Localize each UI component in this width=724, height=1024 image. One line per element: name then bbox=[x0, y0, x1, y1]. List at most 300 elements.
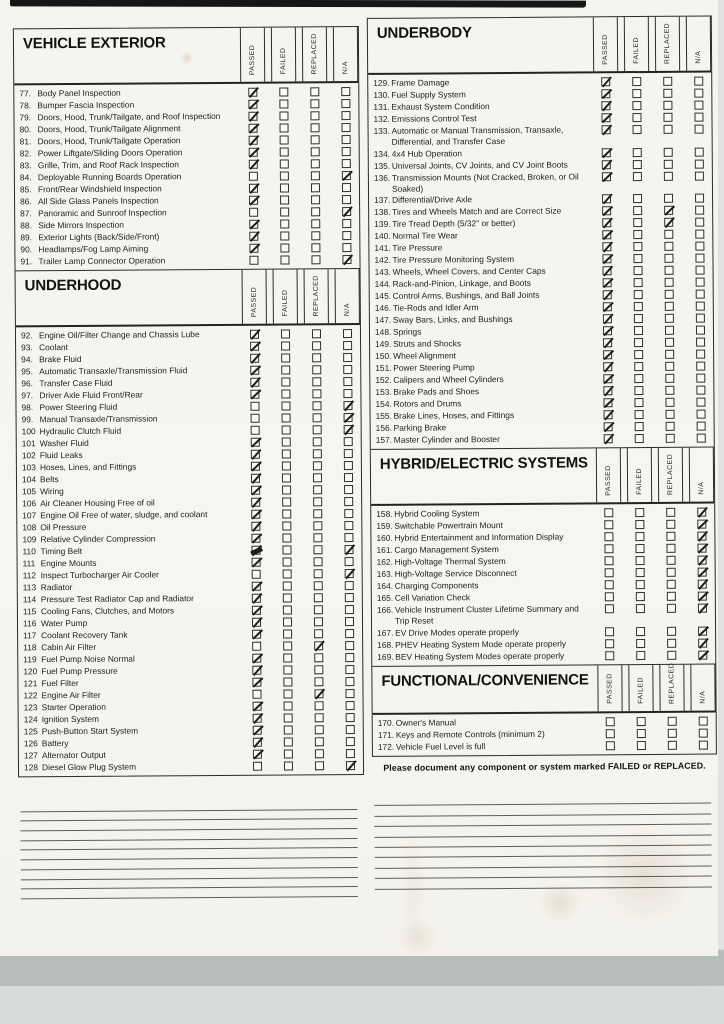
checkbox-replaced[interactable] bbox=[312, 365, 321, 374]
checkbox-failed[interactable] bbox=[281, 353, 290, 362]
checkbox-failed[interactable] bbox=[634, 374, 643, 383]
checkbox-na[interactable] bbox=[696, 398, 705, 407]
checkbox-passed[interactable] bbox=[253, 702, 262, 711]
checkbox-failed[interactable] bbox=[284, 737, 293, 746]
checkbox-failed[interactable] bbox=[634, 350, 643, 359]
checkbox-na[interactable] bbox=[696, 302, 705, 311]
checkbox-replaced[interactable] bbox=[668, 729, 677, 738]
checkbox-replaced[interactable] bbox=[668, 717, 677, 726]
checkbox-replaced[interactable] bbox=[668, 741, 677, 750]
checkbox-na[interactable] bbox=[343, 341, 352, 350]
checkbox-failed[interactable] bbox=[280, 219, 289, 228]
checkbox-passed[interactable] bbox=[606, 717, 615, 726]
checkbox-passed[interactable] bbox=[605, 627, 614, 636]
checkbox-replaced[interactable] bbox=[664, 147, 673, 156]
checkbox-na[interactable] bbox=[344, 473, 353, 482]
checkbox-passed[interactable] bbox=[251, 534, 260, 543]
checkbox-failed[interactable] bbox=[284, 713, 293, 722]
checkbox-passed[interactable] bbox=[601, 101, 610, 110]
checkbox-replaced[interactable] bbox=[313, 485, 322, 494]
checkbox-passed[interactable] bbox=[603, 362, 612, 371]
checkbox-na[interactable] bbox=[346, 725, 355, 734]
checkbox-failed[interactable] bbox=[283, 557, 292, 566]
checkbox-passed[interactable] bbox=[252, 558, 261, 567]
checkbox-passed[interactable] bbox=[248, 112, 257, 121]
checkbox-na[interactable] bbox=[344, 449, 353, 458]
checkbox-failed[interactable] bbox=[279, 111, 288, 120]
checkbox-failed[interactable] bbox=[282, 509, 291, 518]
checkbox-replaced[interactable] bbox=[664, 254, 673, 263]
checkbox-replaced[interactable] bbox=[311, 231, 320, 240]
checkbox-replaced[interactable] bbox=[663, 77, 672, 86]
checkbox-failed[interactable] bbox=[280, 243, 289, 252]
checkbox-na[interactable] bbox=[345, 605, 354, 614]
checkbox-failed[interactable] bbox=[283, 617, 292, 626]
checkbox-passed[interactable] bbox=[250, 366, 259, 375]
checkbox-replaced[interactable] bbox=[315, 713, 324, 722]
checkbox-failed[interactable] bbox=[284, 701, 293, 710]
checkbox-passed[interactable] bbox=[253, 762, 262, 771]
checkbox-replaced[interactable] bbox=[314, 629, 323, 638]
checkbox-passed[interactable] bbox=[602, 242, 611, 251]
checkbox-failed[interactable] bbox=[633, 242, 642, 251]
checkbox-na[interactable] bbox=[344, 497, 353, 506]
checkbox-replaced[interactable] bbox=[665, 278, 674, 287]
checkbox-replaced[interactable] bbox=[313, 461, 322, 470]
checkbox-replaced[interactable] bbox=[667, 592, 676, 601]
checkbox-failed[interactable] bbox=[282, 461, 291, 470]
checkbox-na[interactable] bbox=[342, 219, 351, 228]
checkbox-replaced[interactable] bbox=[315, 737, 324, 746]
checkbox-passed[interactable] bbox=[603, 278, 612, 287]
checkbox-passed[interactable] bbox=[602, 206, 611, 215]
checkbox-na[interactable] bbox=[695, 147, 704, 156]
checkbox-na[interactable] bbox=[696, 338, 705, 347]
checkbox-na[interactable] bbox=[695, 171, 704, 180]
checkbox-na[interactable] bbox=[695, 159, 704, 168]
checkbox-na[interactable] bbox=[695, 254, 704, 263]
checkbox-failed[interactable] bbox=[635, 520, 644, 529]
checkbox-failed[interactable] bbox=[280, 207, 289, 216]
checkbox-failed[interactable] bbox=[632, 113, 641, 122]
checkbox-na[interactable] bbox=[695, 206, 704, 215]
checkbox-passed[interactable] bbox=[249, 184, 258, 193]
checkbox-passed[interactable] bbox=[248, 88, 257, 97]
checkbox-passed[interactable] bbox=[602, 254, 611, 263]
checkbox-na[interactable] bbox=[695, 218, 704, 227]
checkbox-passed[interactable] bbox=[604, 434, 613, 443]
checkbox-na[interactable] bbox=[345, 557, 354, 566]
checkbox-replaced[interactable] bbox=[665, 266, 674, 275]
checkbox-replaced[interactable] bbox=[312, 389, 321, 398]
checkbox-failed[interactable] bbox=[635, 422, 644, 431]
checkbox-replaced[interactable] bbox=[665, 314, 674, 323]
checkbox-na[interactable] bbox=[698, 626, 707, 635]
checkbox-passed[interactable] bbox=[604, 520, 613, 529]
checkbox-failed[interactable] bbox=[283, 605, 292, 614]
checkbox-na[interactable] bbox=[696, 374, 705, 383]
checkbox-replaced[interactable] bbox=[313, 497, 322, 506]
checkbox-failed[interactable] bbox=[635, 532, 644, 541]
checkbox-passed[interactable] bbox=[252, 666, 261, 675]
checkbox-replaced[interactable] bbox=[313, 509, 322, 518]
checkbox-na[interactable] bbox=[344, 425, 353, 434]
checkbox-passed[interactable] bbox=[249, 208, 258, 217]
checkbox-replaced[interactable] bbox=[666, 532, 675, 541]
checkbox-replaced[interactable] bbox=[667, 639, 676, 648]
checkbox-replaced[interactable] bbox=[667, 568, 676, 577]
checkbox-passed[interactable] bbox=[251, 450, 260, 459]
checkbox-passed[interactable] bbox=[252, 690, 261, 699]
checkbox-na[interactable] bbox=[695, 230, 704, 239]
checkbox-passed[interactable] bbox=[251, 462, 260, 471]
checkbox-replaced[interactable] bbox=[311, 135, 320, 144]
checkbox-failed[interactable] bbox=[636, 627, 645, 636]
checkbox-passed[interactable] bbox=[605, 556, 614, 565]
checkbox-replaced[interactable] bbox=[667, 627, 676, 636]
checkbox-replaced[interactable] bbox=[665, 350, 674, 359]
checkbox-replaced[interactable] bbox=[313, 545, 322, 554]
checkbox-replaced[interactable] bbox=[314, 605, 323, 614]
checkbox-passed[interactable] bbox=[605, 604, 614, 613]
checkbox-failed[interactable] bbox=[281, 329, 290, 338]
checkbox-replaced[interactable] bbox=[315, 701, 324, 710]
checkbox-na[interactable] bbox=[342, 195, 351, 204]
checkbox-replaced[interactable] bbox=[311, 207, 320, 216]
checkbox-passed[interactable] bbox=[249, 172, 258, 181]
checkbox-replaced[interactable] bbox=[666, 410, 675, 419]
checkbox-passed[interactable] bbox=[253, 738, 262, 747]
checkbox-replaced[interactable] bbox=[314, 581, 323, 590]
checkbox-na[interactable] bbox=[696, 314, 705, 323]
checkbox-na[interactable] bbox=[344, 509, 353, 518]
checkbox-passed[interactable] bbox=[603, 398, 612, 407]
checkbox-passed[interactable] bbox=[604, 508, 613, 517]
checkbox-na[interactable] bbox=[346, 701, 355, 710]
checkbox-na[interactable] bbox=[344, 485, 353, 494]
checkbox-passed[interactable] bbox=[253, 750, 262, 759]
checkbox-replaced[interactable] bbox=[313, 521, 322, 530]
checkbox-replaced[interactable] bbox=[667, 580, 676, 589]
checkbox-na[interactable] bbox=[697, 434, 706, 443]
checkbox-na[interactable] bbox=[343, 377, 352, 386]
checkbox-passed[interactable] bbox=[252, 594, 261, 603]
checkbox-failed[interactable] bbox=[636, 580, 645, 589]
checkbox-failed[interactable] bbox=[281, 401, 290, 410]
checkbox-passed[interactable] bbox=[601, 77, 610, 86]
checkbox-passed[interactable] bbox=[249, 148, 258, 157]
checkbox-na[interactable] bbox=[344, 437, 353, 446]
checkbox-failed[interactable] bbox=[281, 341, 290, 350]
checkbox-failed[interactable] bbox=[633, 218, 642, 227]
checkbox-failed[interactable] bbox=[282, 473, 291, 482]
checkbox-passed[interactable] bbox=[250, 354, 259, 363]
checkbox-failed[interactable] bbox=[280, 195, 289, 204]
checkbox-na[interactable] bbox=[344, 461, 353, 470]
checkbox-failed[interactable] bbox=[633, 194, 642, 203]
checkbox-na[interactable] bbox=[697, 422, 706, 431]
checkbox-passed[interactable] bbox=[604, 532, 613, 541]
checkbox-na[interactable] bbox=[345, 593, 354, 602]
checkbox-na[interactable] bbox=[344, 545, 353, 554]
checkbox-replaced[interactable] bbox=[315, 749, 324, 758]
checkbox-passed[interactable] bbox=[251, 474, 260, 483]
checkbox-failed[interactable] bbox=[282, 425, 291, 434]
checkbox-passed[interactable] bbox=[606, 729, 615, 738]
checkbox-na[interactable] bbox=[696, 290, 705, 299]
checkbox-replaced[interactable] bbox=[313, 533, 322, 542]
checkbox-failed[interactable] bbox=[634, 278, 643, 287]
checkbox-na[interactable] bbox=[698, 556, 707, 565]
checkbox-replaced[interactable] bbox=[311, 147, 320, 156]
checkbox-failed[interactable] bbox=[634, 266, 643, 275]
checkbox-replaced[interactable] bbox=[665, 374, 674, 383]
checkbox-replaced[interactable] bbox=[665, 398, 674, 407]
checkbox-failed[interactable] bbox=[635, 544, 644, 553]
checkbox-replaced[interactable] bbox=[663, 89, 672, 98]
checkbox-na[interactable] bbox=[342, 207, 351, 216]
checkbox-replaced[interactable] bbox=[664, 230, 673, 239]
checkbox-replaced[interactable] bbox=[315, 725, 324, 734]
checkbox-failed[interactable] bbox=[284, 749, 293, 758]
checkbox-replaced[interactable] bbox=[667, 651, 676, 660]
checkbox-failed[interactable] bbox=[281, 377, 290, 386]
checkbox-na[interactable] bbox=[345, 617, 354, 626]
checkbox-failed[interactable] bbox=[634, 398, 643, 407]
checkbox-na[interactable] bbox=[342, 159, 351, 168]
checkbox-passed[interactable] bbox=[605, 651, 614, 660]
checkbox-na[interactable] bbox=[698, 592, 707, 601]
checkbox-replaced[interactable] bbox=[314, 689, 323, 698]
checkbox-passed[interactable] bbox=[249, 232, 258, 241]
checkbox-na[interactable] bbox=[346, 761, 355, 770]
checkbox-failed[interactable] bbox=[280, 171, 289, 180]
checkbox-replaced[interactable] bbox=[663, 113, 672, 122]
checkbox-na[interactable] bbox=[346, 713, 355, 722]
checkbox-replaced[interactable] bbox=[311, 183, 320, 192]
checkbox-na[interactable] bbox=[696, 386, 705, 395]
checkbox-replaced[interactable] bbox=[312, 377, 321, 386]
checkbox-passed[interactable] bbox=[250, 402, 259, 411]
checkbox-failed[interactable] bbox=[282, 521, 291, 530]
checkbox-na[interactable] bbox=[345, 581, 354, 590]
checkbox-failed[interactable] bbox=[283, 629, 292, 638]
checkbox-replaced[interactable] bbox=[667, 556, 676, 565]
checkbox-na[interactable] bbox=[699, 740, 708, 749]
checkbox-na[interactable] bbox=[345, 629, 354, 638]
checkbox-na[interactable] bbox=[342, 255, 351, 264]
checkbox-na[interactable] bbox=[697, 520, 706, 529]
checkbox-failed[interactable] bbox=[633, 125, 642, 134]
checkbox-replaced[interactable] bbox=[666, 434, 675, 443]
checkbox-passed[interactable] bbox=[249, 124, 258, 133]
checkbox-failed[interactable] bbox=[632, 77, 641, 86]
checkbox-passed[interactable] bbox=[252, 570, 261, 579]
checkbox-passed[interactable] bbox=[605, 580, 614, 589]
checkbox-na[interactable] bbox=[345, 677, 354, 686]
checkbox-failed[interactable] bbox=[280, 135, 289, 144]
checkbox-passed[interactable] bbox=[251, 522, 260, 531]
checkbox-na[interactable] bbox=[345, 665, 354, 674]
checkbox-replaced[interactable] bbox=[310, 99, 319, 108]
checkbox-na[interactable] bbox=[346, 749, 355, 758]
checkbox-failed[interactable] bbox=[635, 410, 644, 419]
checkbox-passed[interactable] bbox=[249, 244, 258, 253]
checkbox-passed[interactable] bbox=[252, 618, 261, 627]
checkbox-passed[interactable] bbox=[252, 630, 261, 639]
checkbox-failed[interactable] bbox=[280, 183, 289, 192]
checkbox-na[interactable] bbox=[344, 533, 353, 542]
checkbox-na[interactable] bbox=[343, 389, 352, 398]
checkbox-failed[interactable] bbox=[284, 725, 293, 734]
checkbox-na[interactable] bbox=[695, 242, 704, 251]
checkbox-failed[interactable] bbox=[283, 665, 292, 674]
checkbox-passed[interactable] bbox=[249, 160, 258, 169]
checkbox-passed[interactable] bbox=[606, 741, 615, 750]
checkbox-replaced[interactable] bbox=[312, 401, 321, 410]
checkbox-replaced[interactable] bbox=[312, 353, 321, 362]
checkbox-na[interactable] bbox=[694, 101, 703, 110]
checkbox-replaced[interactable] bbox=[311, 243, 320, 252]
checkbox-failed[interactable] bbox=[635, 434, 644, 443]
checkbox-na[interactable] bbox=[345, 689, 354, 698]
checkbox-replaced[interactable] bbox=[664, 218, 673, 227]
checkbox-na[interactable] bbox=[342, 231, 351, 240]
checkbox-failed[interactable] bbox=[636, 604, 645, 613]
checkbox-replaced[interactable] bbox=[314, 653, 323, 662]
checkbox-passed[interactable] bbox=[253, 714, 262, 723]
checkbox-failed[interactable] bbox=[282, 437, 291, 446]
checkbox-passed[interactable] bbox=[252, 678, 261, 687]
checkbox-na[interactable] bbox=[345, 653, 354, 662]
checkbox-failed[interactable] bbox=[279, 99, 288, 108]
checkbox-na[interactable] bbox=[697, 508, 706, 517]
checkbox-na[interactable] bbox=[342, 147, 351, 156]
checkbox-passed[interactable] bbox=[250, 342, 259, 351]
checkbox-passed[interactable] bbox=[249, 256, 258, 265]
checkbox-replaced[interactable] bbox=[315, 761, 324, 770]
checkbox-replaced[interactable] bbox=[666, 520, 675, 529]
checkbox-na[interactable] bbox=[697, 410, 706, 419]
checkbox-failed[interactable] bbox=[283, 569, 292, 578]
checkbox-replaced[interactable] bbox=[666, 544, 675, 553]
checkbox-failed[interactable] bbox=[636, 568, 645, 577]
checkbox-replaced[interactable] bbox=[311, 255, 320, 264]
checkbox-replaced[interactable] bbox=[314, 677, 323, 686]
checkbox-replaced[interactable] bbox=[310, 87, 319, 96]
checkbox-passed[interactable] bbox=[605, 568, 614, 577]
checkbox-na[interactable] bbox=[698, 650, 707, 659]
checkbox-passed[interactable] bbox=[602, 230, 611, 239]
checkbox-failed[interactable] bbox=[282, 545, 291, 554]
checkbox-passed[interactable] bbox=[603, 374, 612, 383]
checkbox-replaced[interactable] bbox=[663, 101, 672, 110]
checkbox-passed[interactable] bbox=[250, 390, 259, 399]
checkbox-replaced[interactable] bbox=[314, 569, 323, 578]
checkbox-replaced[interactable] bbox=[311, 219, 320, 228]
checkbox-replaced[interactable] bbox=[665, 338, 674, 347]
checkbox-failed[interactable] bbox=[632, 89, 641, 98]
checkbox-na[interactable] bbox=[343, 401, 352, 410]
checkbox-failed[interactable] bbox=[280, 123, 289, 132]
checkbox-failed[interactable] bbox=[636, 592, 645, 601]
checkbox-na[interactable] bbox=[342, 243, 351, 252]
checkbox-na[interactable] bbox=[698, 580, 707, 589]
checkbox-na[interactable] bbox=[344, 413, 353, 422]
checkbox-failed[interactable] bbox=[637, 729, 646, 738]
checkbox-failed[interactable] bbox=[636, 639, 645, 648]
checkbox-na[interactable] bbox=[696, 266, 705, 275]
checkbox-passed[interactable] bbox=[603, 350, 612, 359]
checkbox-failed[interactable] bbox=[283, 581, 292, 590]
checkbox-failed[interactable] bbox=[634, 362, 643, 371]
checkbox-na[interactable] bbox=[697, 532, 706, 541]
checkbox-replaced[interactable] bbox=[664, 171, 673, 180]
checkbox-failed[interactable] bbox=[281, 365, 290, 374]
checkbox-replaced[interactable] bbox=[665, 326, 674, 335]
checkbox-failed[interactable] bbox=[280, 231, 289, 240]
checkbox-na[interactable] bbox=[341, 87, 350, 96]
checkbox-na[interactable] bbox=[343, 353, 352, 362]
checkbox-passed[interactable] bbox=[602, 148, 611, 157]
checkbox-passed[interactable] bbox=[253, 726, 262, 735]
checkbox-na[interactable] bbox=[698, 604, 707, 613]
checkbox-replaced[interactable] bbox=[664, 206, 673, 215]
checkbox-passed[interactable] bbox=[251, 426, 260, 435]
checkbox-replaced[interactable] bbox=[311, 195, 320, 204]
checkbox-passed[interactable] bbox=[603, 290, 612, 299]
checkbox-na[interactable] bbox=[343, 329, 352, 338]
checkbox-failed[interactable] bbox=[634, 302, 643, 311]
checkbox-replaced[interactable] bbox=[312, 329, 321, 338]
checkbox-failed[interactable] bbox=[633, 230, 642, 239]
checkbox-passed[interactable] bbox=[251, 414, 260, 423]
checkbox-passed[interactable] bbox=[251, 486, 260, 495]
checkbox-replaced[interactable] bbox=[311, 123, 320, 132]
checkbox-failed[interactable] bbox=[282, 533, 291, 542]
checkbox-passed[interactable] bbox=[251, 546, 260, 555]
checkbox-failed[interactable] bbox=[282, 497, 291, 506]
checkbox-passed[interactable] bbox=[250, 330, 259, 339]
checkbox-passed[interactable] bbox=[603, 326, 612, 335]
checkbox-replaced[interactable] bbox=[314, 665, 323, 674]
checkbox-na[interactable] bbox=[345, 569, 354, 578]
checkbox-na[interactable] bbox=[694, 77, 703, 86]
checkbox-failed[interactable] bbox=[634, 314, 643, 323]
checkbox-failed[interactable] bbox=[279, 87, 288, 96]
checkbox-passed[interactable] bbox=[602, 160, 611, 169]
checkbox-replaced[interactable] bbox=[664, 125, 673, 134]
checkbox-na[interactable] bbox=[695, 125, 704, 134]
checkbox-na[interactable] bbox=[694, 89, 703, 98]
checkbox-na[interactable] bbox=[342, 183, 351, 192]
checkbox-replaced[interactable] bbox=[666, 508, 675, 517]
checkbox-na[interactable] bbox=[698, 568, 707, 577]
checkbox-failed[interactable] bbox=[282, 449, 291, 458]
checkbox-failed[interactable] bbox=[632, 101, 641, 110]
checkbox-passed[interactable] bbox=[251, 438, 260, 447]
checkbox-failed[interactable] bbox=[636, 556, 645, 565]
checkbox-replaced[interactable] bbox=[311, 171, 320, 180]
checkbox-passed[interactable] bbox=[603, 266, 612, 275]
checkbox-failed[interactable] bbox=[283, 641, 292, 650]
checkbox-replaced[interactable] bbox=[313, 473, 322, 482]
checkbox-failed[interactable] bbox=[283, 689, 292, 698]
checkbox-na[interactable] bbox=[694, 113, 703, 122]
checkbox-na[interactable] bbox=[346, 737, 355, 746]
checkbox-na[interactable] bbox=[698, 638, 707, 647]
checkbox-failed[interactable] bbox=[634, 290, 643, 299]
